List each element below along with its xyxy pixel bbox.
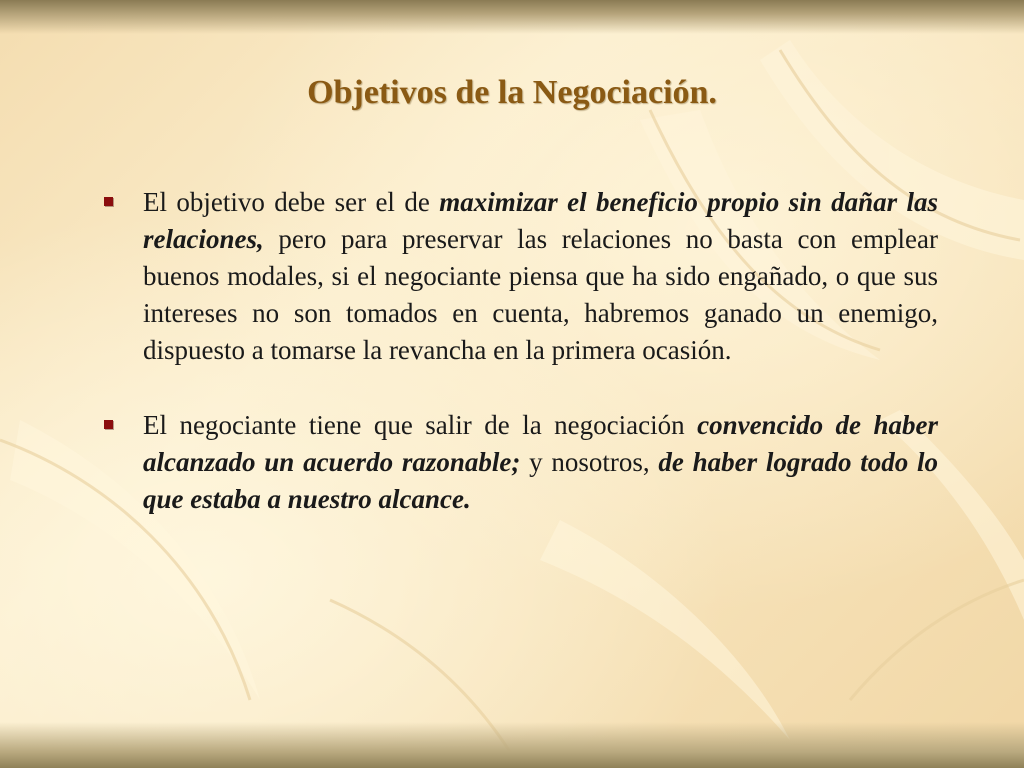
- bullet-text: El negociante tiene que salir de la negociación: [143, 410, 698, 440]
- bullet-list: [100, 184, 938, 556]
- bullet-square-icon: [104, 197, 113, 206]
- bullet-text: y nosotros,: [520, 447, 659, 477]
- bullet-emphasis: maximizar el beneficio propio sin dañar las relaciones,: [143, 187, 938, 254]
- bullet-emphasis: convencido de haber alcanzado un acuerdo razonable;: [143, 410, 939, 477]
- slide-title: Objetivos de la Negociación.: [307, 74, 717, 111]
- bullet-emphasis: de haber logrado todo lo que estaba a nuestro alcance.: [143, 447, 938, 514]
- bullet-item: [100, 184, 938, 369]
- bullet-text: pero para preservar las relaciones no basta con emplear buenos modales, si el negociante piensa que ha sido engañado, o que sus intereses no son tomados en cuenta, habremos ganado un enemigo, dispuesto a tomarse la revancha en la primera ocasión.: [143, 224, 938, 365]
- bullet-item: [100, 407, 938, 518]
- bullet-square-icon: [104, 420, 113, 429]
- bullet-text: El objetivo debe ser el de: [143, 187, 440, 217]
- bottom-band: [0, 722, 1024, 768]
